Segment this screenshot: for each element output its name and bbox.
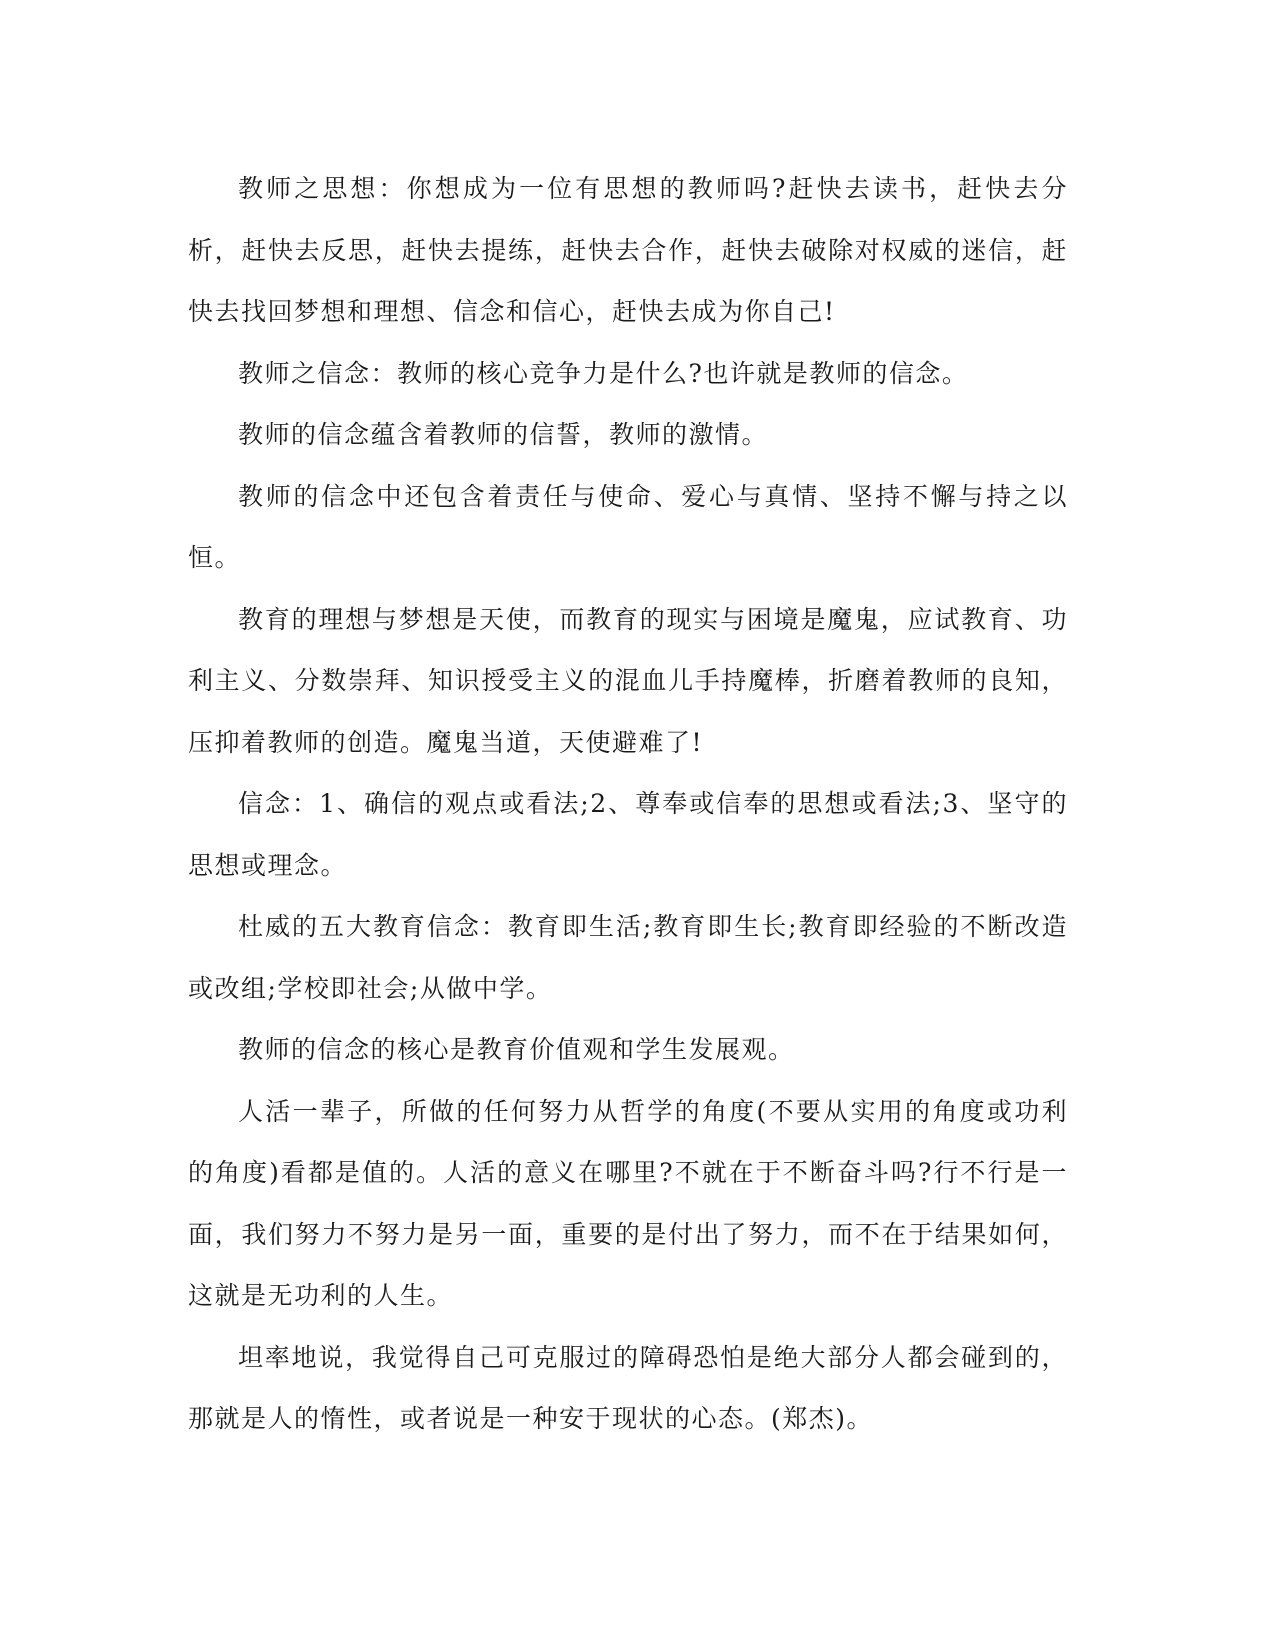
paragraph-inertia-quote: 坦率地说，我觉得自己可克服过的障碍恐怕是绝大部分人都会碰到的，那就是人的惰性，或者说是一种安于现状的心态。(郑杰)。 (188, 1342, 1068, 1433)
paragraph-teacher-thought: 教师之思想：你想成为一位有思想的教师吗?赶快去读书，赶快去分析，赶快去反思，赶快去提练，赶快去合作，赶快去破除对权威的迷信，赶快去找回梦想和理想、信念和信心，赶快去成为你自己! (188, 174, 1068, 326)
document-body (188, 158, 1068, 1450)
paragraph-life-effort: 人活一辈子，所做的任何努力从哲学的角度(不要从实用的角度或功利的角度)看都是值的。人活的意义在哪里?不就在于不断奋斗吗?行不行是一面，我们努力不努力是另一面，重要的是付出了努力，而不在于结果如何，这就是无功利的人生。 (188, 1096, 1068, 1310)
paragraph-belief-responsibility: 教师的信念中还包含着责任与使命、爱心与真情、坚持不懈与持之以恒。 (188, 481, 1068, 572)
paragraph-belief-oath: 教师的信念蕴含着教师的信誓，教师的激情。 (238, 420, 769, 449)
paragraph-angel-devil: 教育的理想与梦想是天使，而教育的现实与困境是魔鬼，应试教育、功利主义、分数崇拜、知识授受主义的混血儿手持魔棒，折磨着教师的良知，压抑着教师的创造。魔鬼当道，天使避难了! (188, 604, 1068, 757)
paragraph-dewey-beliefs: 杜威的五大教育信念：教育即生活;教育即生长;教育即经验的不断改造或改组;学校即社会;从做中学。 (188, 912, 1068, 1003)
paragraph-teacher-belief: 教师之信念：教师的核心竞争力是什么?也许就是教师的信念。 (238, 358, 969, 388)
paragraph-belief-core: 教师的信念的核心是教育价值观和学生发展观。 (238, 1035, 795, 1064)
paragraph-belief-definition: 信念：1、确信的观点或看法;2、尊奉或信奉的思想或看法;3、坚守的思想或理念。 (188, 789, 1068, 880)
